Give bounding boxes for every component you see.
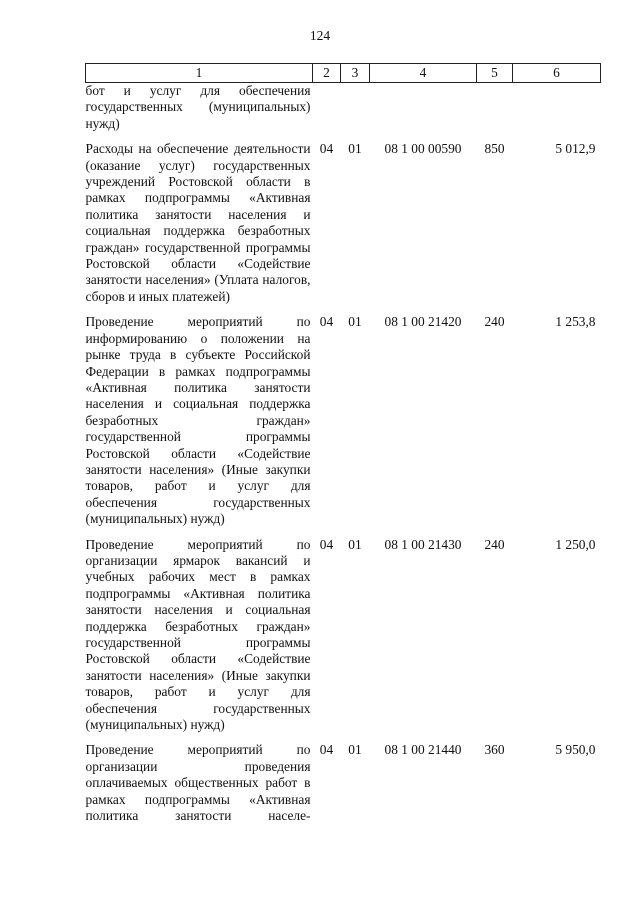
- row-expense-type: 240: [484, 536, 505, 552]
- row-section: 04: [319, 536, 334, 552]
- row-expense-type: 360: [484, 742, 505, 758]
- row-target-article: [370, 83, 477, 142]
- row-description: Расходы на обеспечение деятельности (оказание услуг) государственных учреждений Ростовской области в рамках подпрограммы «Активная политика занятости населения и социальная поддержка безработных граждан» государственной программы Ростовской области «Содействие занятости населения» (Уплата налогов, сборов и иных платежей): [85, 141, 311, 304]
- row-description: Проведение мероприятий по организации ярмарок вакансий и учебных рабочих мест в рамках подпрограммы «Активная политика занятости населения и социальная поддержка безработных граждан» государственной программы Ростовской области «Содействие занятости населения» (Иные закупки товаров, работ и услуг для обеспечения государственных (муниципальных) нужд): [85, 536, 311, 733]
- row-amount: [513, 83, 601, 142]
- row-expense-type: 850: [484, 141, 505, 157]
- row-subsection: 01: [348, 536, 362, 552]
- row-subsection: 01: [348, 742, 362, 758]
- row-description: Проведение мероприятий по информированию о положении на рынке труда в субъекте Российской Федерации в рамках подпрограммы «Активная политика занятости населения и социальная поддержка безработных граждан» государственной программы Ростовской области «Содействие занятости населения» (Иные закупки товаров, работ и услуг для обеспечения государственных (муниципальных) нужд): [85, 314, 311, 527]
- table-row: [86, 314, 601, 536]
- column-header-amount: 6: [513, 64, 601, 83]
- row-amount: 1 250,0: [555, 536, 596, 552]
- row-target-article: 08 1 00 21420: [384, 314, 462, 330]
- page-number: 124: [309, 28, 331, 43]
- row-description: бот и услуг для обеспечения государственных (муниципальных) нужд): [85, 83, 311, 131]
- row-subsection: 01: [348, 141, 362, 157]
- row-amount: 5 950,0: [555, 742, 596, 758]
- row-expense-type: [477, 83, 513, 142]
- column-header-target-article: 4: [370, 64, 477, 83]
- row-section: 04: [319, 742, 334, 758]
- row-expense-type: 240: [484, 314, 505, 330]
- budget-table: [85, 63, 601, 833]
- row-section: 04: [319, 314, 334, 330]
- table-row: [86, 141, 601, 314]
- row-section: [313, 83, 341, 142]
- column-header-name: 1: [86, 64, 313, 83]
- row-amount: 5 012,9: [555, 141, 596, 157]
- table-row: [86, 83, 601, 142]
- row-section: 04: [319, 141, 334, 157]
- row-target-article: 08 1 00 00590: [384, 141, 462, 157]
- column-header-expense-type: 5: [477, 64, 513, 83]
- column-header-section: 2: [313, 64, 341, 83]
- row-amount: 1 253,8: [555, 314, 596, 330]
- table-row: [86, 742, 601, 833]
- column-header-subsection: 3: [341, 64, 370, 83]
- table-header-row: [86, 64, 601, 83]
- row-description: Проведение мероприятий по организации проведения оплачиваемых общественных работ в рамках подпрограммы «Активная политика занятости населе-: [85, 742, 311, 824]
- row-target-article: 08 1 00 21430: [384, 536, 462, 552]
- row-target-article: 08 1 00 21440: [384, 742, 462, 758]
- row-subsection: 01: [348, 314, 362, 330]
- table-row: [86, 537, 601, 743]
- row-subsection: [341, 83, 370, 142]
